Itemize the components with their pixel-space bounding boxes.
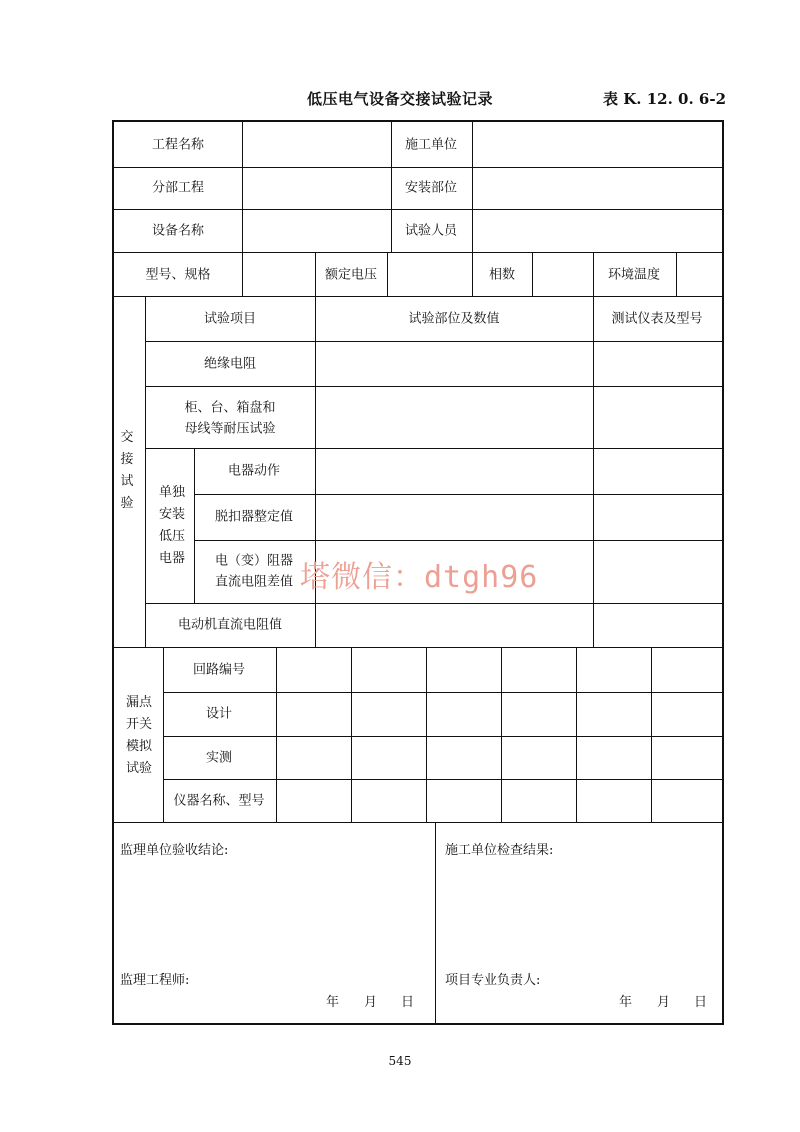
label-insulation: 绝缘电阻 <box>203 356 257 372</box>
col-line <box>351 647 352 822</box>
col-line <box>315 252 316 296</box>
label-design: 设计 <box>205 706 233 722</box>
col-line <box>145 296 146 647</box>
row-line <box>163 779 722 780</box>
label-date-day-right: 日 <box>694 995 708 1010</box>
label-supervisor-engineer: 监理工程师: <box>120 973 190 988</box>
label-date-month-right: 月 <box>657 995 671 1010</box>
row-line <box>114 252 722 253</box>
row-line <box>145 448 722 449</box>
label-resistor-line1: 电（变）阻器 <box>214 553 294 569</box>
row-line <box>114 296 722 297</box>
col-line <box>576 647 577 822</box>
label-equipment-name: 设备名称 <box>151 223 205 239</box>
label-supervision-conclusion: 监理单位验收结论: <box>120 843 229 858</box>
label-withstand-line2: 母线等耐压试验 <box>184 421 276 437</box>
col-line <box>391 122 392 209</box>
label-project-lead: 项目专业负责人: <box>445 973 541 988</box>
form-code: 表 K. 12. 0. 6-2 <box>603 90 727 108</box>
label-construction-result: 施工单位检查结果: <box>445 843 554 858</box>
label-release-setting: 脱扣器整定值 <box>214 509 294 525</box>
form-title: 低压电气设备交接试验记录 <box>306 90 493 108</box>
page-number: 545 <box>388 1054 412 1068</box>
label-handover-group: 交接试验 <box>120 430 134 511</box>
row-line <box>114 647 722 648</box>
col-line <box>426 647 427 822</box>
col-line <box>391 209 392 252</box>
label-date-year-right: 年 <box>619 995 633 1010</box>
label-measured: 实测 <box>205 750 233 766</box>
label-rated-voltage: 额定电压 <box>324 267 378 283</box>
label-construction-unit: 施工单位 <box>404 137 458 153</box>
col-line <box>242 252 243 296</box>
label-relay-action: 电器动作 <box>227 463 281 479</box>
row-line <box>194 494 722 495</box>
row-line <box>163 692 722 693</box>
label-ambient-temp: 环境温度 <box>607 267 661 283</box>
col-header-test-item: 试验项目 <box>203 311 257 327</box>
col-line <box>242 209 243 252</box>
col-line <box>472 209 473 252</box>
col-line <box>194 448 195 603</box>
label-withstand-line1: 柜、台、箱盘和 <box>184 400 276 416</box>
label-single-install: 单独安装低压电器 <box>158 485 185 566</box>
col-header-instrument: 测试仪表及型号 <box>611 311 703 327</box>
label-tester: 试验人员 <box>404 223 458 239</box>
col-line <box>472 252 473 296</box>
label-instrument: 仪器名称、型号 <box>173 793 265 809</box>
col-line <box>676 252 677 296</box>
col-line <box>501 647 502 822</box>
label-date-day-left: 日 <box>401 995 415 1010</box>
row-line <box>194 540 722 541</box>
col-line <box>651 647 652 822</box>
label-project-name: 工程名称 <box>151 137 205 153</box>
label-resistor-line2: 直流电阻差值 <box>214 574 294 590</box>
label-phases: 相数 <box>488 267 516 283</box>
col-header-location-value: 试验部位及数值 <box>408 311 500 327</box>
row-line <box>114 822 722 823</box>
col-line <box>472 122 473 209</box>
label-install-location: 安装部位 <box>404 180 458 196</box>
watermark-text: 塔微信：dtgh96 <box>300 560 539 595</box>
label-sub-project: 分部工程 <box>151 180 205 196</box>
row-line <box>114 167 722 168</box>
row-line <box>114 209 722 210</box>
row-line <box>145 603 722 604</box>
col-line <box>387 252 388 296</box>
label-date-month-left: 月 <box>364 995 378 1010</box>
row-line <box>145 341 722 342</box>
label-circuit-no: 回路编号 <box>192 662 246 678</box>
col-line <box>593 296 594 647</box>
label-leakage-group: 漏点开关模拟试验 <box>125 695 152 776</box>
label-date-year-left: 年 <box>326 995 340 1010</box>
row-line <box>145 386 722 387</box>
col-line <box>163 647 164 822</box>
row-line <box>163 736 722 737</box>
col-line <box>242 122 243 209</box>
col-line <box>532 252 533 296</box>
label-model-spec: 型号、规格 <box>145 267 211 283</box>
col-line <box>276 647 277 822</box>
col-line <box>593 252 594 296</box>
label-motor-dc: 电动机直流电阻值 <box>177 617 283 633</box>
col-line <box>435 822 436 1023</box>
